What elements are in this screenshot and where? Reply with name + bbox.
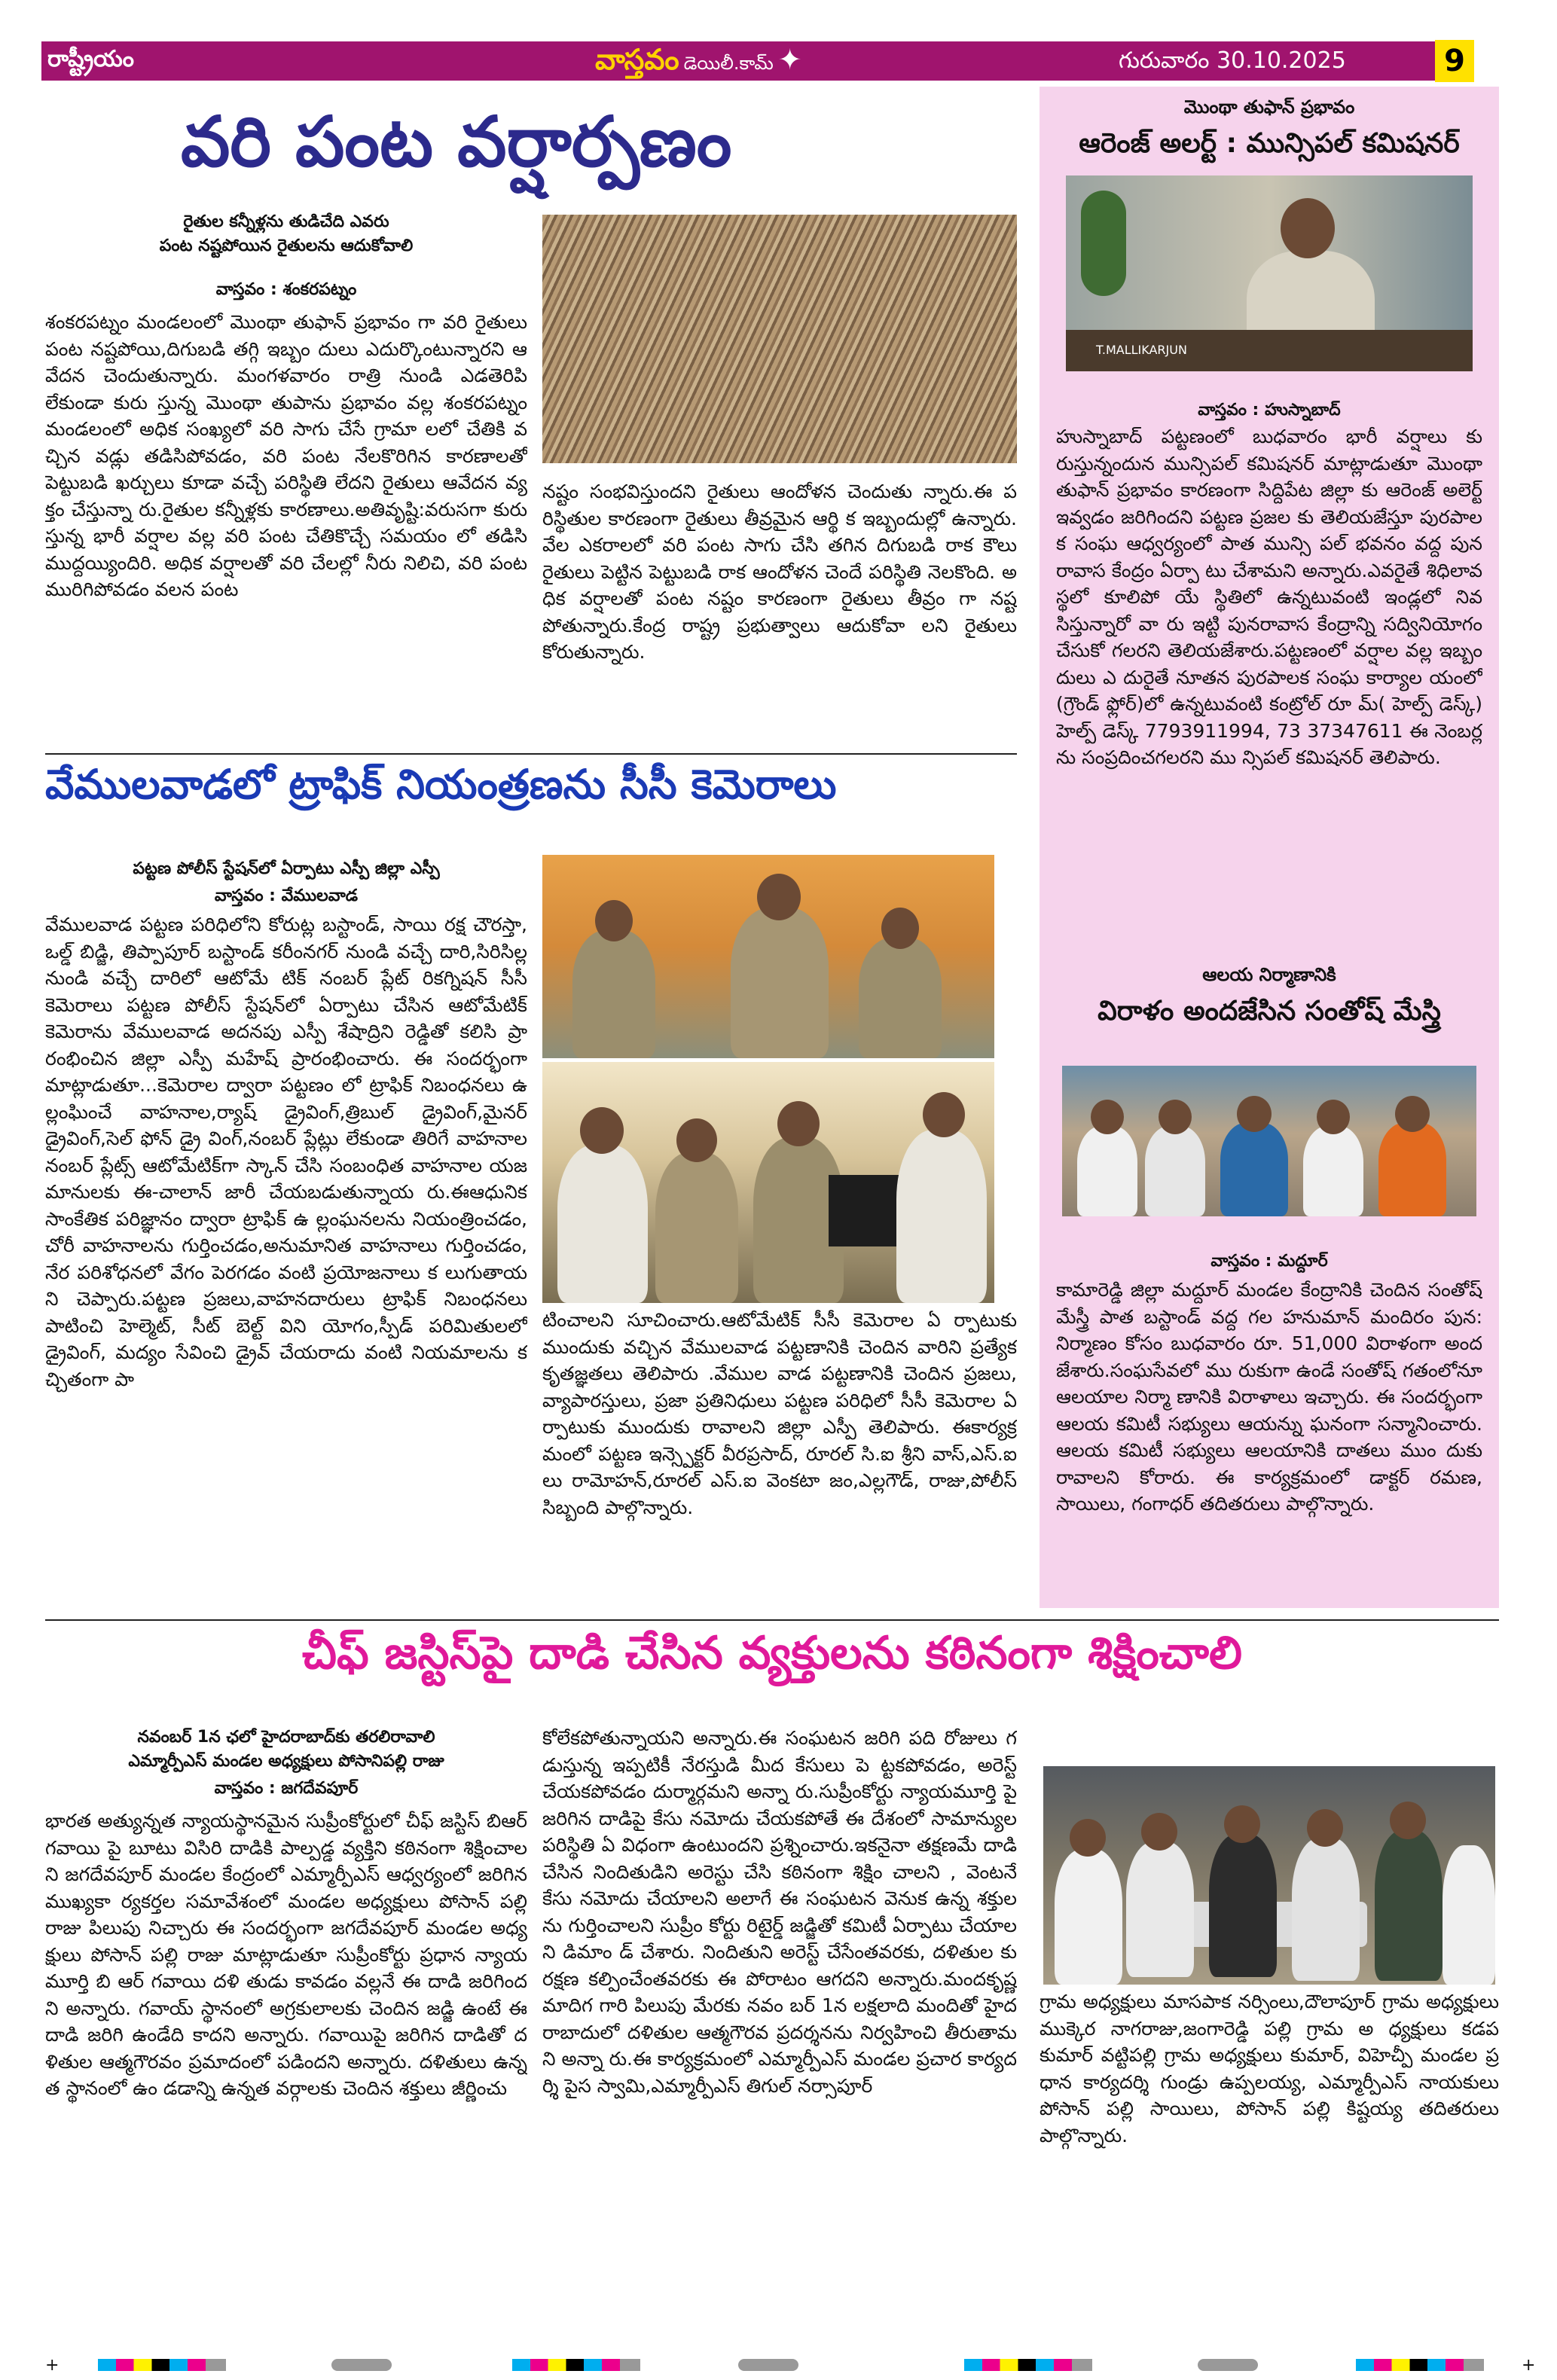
member-head (1307, 1809, 1343, 1847)
member-head (1224, 1805, 1260, 1843)
article1-body-col1: శంకరపట్నం మండలంలో మొంథా తుఫాన్ ప్రభావం గా వరి రైతులు పంట నష్టపోయి,దిగుబడి తగ్గి ఇబ్బం దులు ఎదుర్కొంటున్నారని ఆవేదన చెందుతున్నారు. మంగళవారం రాత్రి నుండి ఎడతెరిపి లేకుండా కురు స్తున్న మొంథా తుపాను ప్రభావం వల్ల శంకరపట్నం మండలంలో అధిక సంఖ్యలో వరి సాగు చేసే గ్రామా లలో చేతికి వచ్చిన వడ్లు తడిసిపోవడం, వరి పంట నేలకొరిగిన కారణాలతో పెట్టుబడి ఖర్చులు కూడా వచ్చే పరిస్థితి లేదని రైతులు ఆవేదన వ్యక్తం చేస్తున్నా రు.రైతుల కన్నీళ్లకు కారణాలు.అతివృష్టి:వరుసగా కురు స్తున్న భారీ వర్షాల వల్ల వరి పంట చేతికొచ్చే సమయం లో తడిసి ముద్దయ్యిందిరి. అధిక వర్షాలతో వరి చేలల్లో నీరు నిలిచి, వరి పంట మురిగిపోవడం వలన పంట (45, 311, 527, 600)
officer-figure (655, 1152, 738, 1303)
article2-body-col1: వేములవాడ పట్టణ పరిధిలోని కోరుట్ల బస్టాండ్, సాయి రక్ష చౌరస్తా,ఒల్డ్ బిడ్జి, తిప్పాపూర్ బస్టాండ్ కరీంనగర్ నుండి వచ్చే దారి,సిరిసిల్ల నుండి వచ్చే దారిలో ఆటోమే టిక్ నంబర్ ప్లేట్ రికగ్నిషన్ సీసీ కెమెరాలు పట్టణ పోలీస్ స్టేషన్‌లో ఏర్పాటు చేసిన ఆటోమేటిక్ కెమెరాను వేములవాడ అదనపు ఎస్పీ శేషాద్రిని రెడ్డితో కలిసి ప్రా రంభించిన జిల్లా ఎస్పీ మహేష్ ప్రారంభించారు. ఈ సందర్భంగా మాట్లాడుతూ...కెమెరాల ద్వారా పట్టణం లో ట్రాఫిక్ నిబంధనలు ఉల్లంఘించే వాహనాల,ర్యాష్ డ్రైవింగ్,త్రిబుల్ డ్రైవింగ్,మైనర్ డ్రైవింగ్,సెల్ ఫోన్ డ్రై వింగ్,నంబర్ ప్లేట్లు లేకుండా తిరిగే వాహనాల నంబర్ ప్లేట్స్ ఆటోమేటిక్‌గా స్కాన్ చేసి సంబంధిత వాహనాల యజమానులకు ఈ-చాలాన్ జారీ చేయబడుతున్నాయ రు.ఈఆధునిక సాంకేతిక పరిజ్ఞానం ద్వారా ట్రాఫిక్ ఉ ల్లంఘనలను నియంత్రించడం,చోరీ వాహనాలను గుర్తించడం,అనుమానిత వాహనాలు గుర్తించడం,నేర పరిశోధనలో వేగం పెరగడం వంటి ప్రయోజనాలు క లుగుతాయని చెప్పారు.పట్టణ ప్రజలు,వాహనదారులు ట్రాఫిక్ నిబంధనలు పాటించి హెల్మెట్, సీట్ బెల్ట్ విని యోగం,స్పీడ్ పరిమితులలో డ్రైవింగ్, మద్యం సేవించి డ్రైవ్ చేయరాదు వంటి నియమాలను కచ్చితంగా పా (45, 914, 527, 1390)
officer-figure (557, 1145, 648, 1303)
member-head (1070, 1819, 1106, 1857)
article1-kicker-1: రైతుల కన్నీళ్లను తుడిచేది ఎవరు (183, 212, 389, 231)
article3-meeting-photo (1043, 1766, 1495, 1985)
attendee-figure (1077, 1126, 1137, 1216)
attendee-head (1159, 1100, 1192, 1134)
sidebar2-dateline: వాస్తవం : మద్దూర్ (1210, 1252, 1328, 1271)
attendee-figure (1378, 1122, 1446, 1216)
plant-decoration (1081, 191, 1126, 296)
officer-figure (572, 930, 655, 1058)
color-bar (1198, 2359, 1258, 2371)
officer-head (676, 1118, 717, 1162)
color-bar (1356, 2359, 1484, 2371)
article3-kicker-1: నవంబర్ 1న ఛలో హైదరాబాద్‌కు తరలిరావాలి (137, 1728, 435, 1747)
officer-head (757, 874, 801, 920)
article1-crop-photo (542, 215, 1017, 463)
attendee-figure (1303, 1126, 1363, 1216)
officer-figure (731, 908, 829, 1058)
member-figure (1375, 1830, 1443, 1981)
officer-head (777, 1101, 820, 1146)
article3-dateline: వాస్తవం : జగదేవపూర్ (214, 1779, 359, 1798)
attendee-head (1395, 1096, 1430, 1132)
issue-date: గురువారం 30.10.2025 (1119, 47, 1346, 74)
section-label: రాష్ట్రీయం (47, 46, 134, 72)
member-head (1390, 1802, 1426, 1839)
officer-figure (859, 938, 942, 1058)
attendee-head (1317, 1100, 1350, 1134)
article3-body-col1: భారత అత్యున్నత న్యాయస్థానమైన సుప్రీంకోర్టులో చీఫ్ జస్టిస్ బిఆర్ గవాయి పై బూటు విసిరి దాడికి పాల్పడ్డ వ్యక్తిని కఠినంగా శిక్షించాలని జగదేవపూర్ మండల కేంద్రంలో ఎమ్మార్పీఎస్ ఆధ్వర్యంలో జరిగిన ముఖ్యకా ర్యకర్తల సమావేశంలో మండల అధ్యక్షులు పోసాన్ పల్లి రాజు పిలుపు నిచ్చారు ఈ సందర్భంగా జగదేవపూర్ మండల అధ్యక్షులు పోసాన్ పల్లి రాజు మాట్లాడుతూ సుప్రీంకోర్టు ప్రధాన న్యాయమూర్తి బి ఆర్ గవాయి దళి తుడు కావడం వల్లనే ఈ దాడి జరిగిందని అన్నారు. గవాయ్ స్థానంలో అగ్రకులాలకు చెందిన జడ్జి ఉంటే ఈ దాడి జరిగి ఉండేది కాదని అన్నారు. గవాయిపై జరిగిన దాడితో దళితుల ఆత్మగౌరవం ప్రమాదంలో పడిందని అన్నారు. దళితులు ఉన్నత స్థానంలో ఉం డడాన్ని ఉన్నత వర్గాలకు చెందిన శక్తులు జీర్ణించు (45, 1810, 527, 2099)
sidebar1-commissioner-photo (1066, 175, 1473, 371)
registration-mark: + (45, 2356, 60, 2375)
brand-name: వాస్తవం (595, 43, 679, 76)
officer-head (595, 900, 633, 941)
officer-head (923, 1092, 965, 1137)
sidebar1-body: హుస్నాబాద్ పట్టణంలో బుధవారం భారీ వర్షాలు కు రుస్తున్నందున మున్సిపల్ కమిషనర్ మాట్లాడుతూ మొంథా తుఫాన్ ప్రభావం కారణంగా సిద్దిపేట జిల్లా కు ఆరెంజ్ అలెర్ట్ ఇవ్వడం జరిగిందని పట్టణ ప్రజల కు తెలియజేస్తూ పురపాలక సంఘ ఆధ్వర్యంలో పాత మున్సి పల్ భవనం వద్ద పునరావాస కేంద్రం ఏర్పా టు చేశామని అన్నారు.ఎవరైతే శిధిలావస్థలో కూలిపో యే స్థితిలో ఉన్నటువంటి ఇండ్లలో నివసిస్తున్నారో వా రు ఇట్టి పునరావాస కేంద్రాన్ని సద్వినియోగం చేసుకో గలరని తెలియజేశారు.పట్టణంలో వర్షాల వల్ల ఇబ్బం దులు ఎ దురైతే నూతన పురపాలక సంఘ కార్యాల యంలో (గ్రౌండ్ ఫ్లోర్)లో ఉన్నటువంటి కంట్రోల్ రూ మ్( హెల్ప్ డెస్క్) హెల్ప్ డెస్క్ 7793911994, 73 37347611 ఈ నెంబర్లను సంప్రదించగలరని ము న్సిపల్ కమిషనర్ తెలిపారు. (1056, 426, 1482, 768)
officer-head (881, 908, 919, 949)
article3-body-col2: కోలేకపోతున్నాయని అన్నారు.ఈ సంఘటన జరిగి పది రోజులు గడుస్తున్న ఇప్పటికీ నేరస్తుడి మీద కేసులు పె ట్టకపోవడం, అరెస్ట్ చేయకపోవడం దుర్మార్గమని అన్నా రు.సుప్రీంకోర్టు న్యాయమూర్తి పై జరిగిన దాడిపై కేసు నమోదు చేయకపోతే ఈ దేశంలో సామాన్యుల పరిస్థితి ఏ విధంగా ఉంటుందని ప్రశ్నించారు.ఇకనైనా తక్షణమే దాడి చేసిన నిందితుడిని అరెస్టు చేసి కఠినంగా శిక్షిం చాలని , వెంటనే కేసు నమోదు చేయాలని అలాగే ఈ సంఘటన వెనుక ఉన్న శక్తులను గుర్తించాలని సుప్రీం కోర్టు రిటైర్డ్ జడ్జితో కమిటీ ఏర్పాటు చేయాలని డిమాం డ్ చేశారు. నిందితుని అరెస్ట్ చేసేంతవరకు, దళితుల కు రక్షణ కల్పించేంతవరకు ఈ పోరాటం ఆగదని అన్నారు.మందకృష్ణ మాదిగ గారి పిలుపు మేరకు నవం బర్ 1న లక్షలాది మందితో హైదరాబాదులో దళితుల ఆత్మగౌరవ ప్రదర్శనను నిర్వహించి తీరుతామని అన్నా రు.ఈ కార్యక్రమంలో ఎమ్మార్పీఎస్ మండల ప్రచార కార్యదర్శి పైస స్వామి,ఎమ్మార్పీఎస్ తిగుల్ నర్సాపూర్ (542, 1727, 1017, 2097)
member-figure (1055, 1849, 1122, 1985)
member-figure (1443, 1845, 1495, 1985)
article2-photo-press (542, 855, 994, 1058)
attendee-head (1091, 1100, 1124, 1134)
sidebar1-headline: ఆరెంజ్ అలర్ట్ : మున్సిపల్ కమిషనర్ (1079, 128, 1460, 159)
sidebar1-dateline: వాస్తవం : హుస్నాబాద్ (1198, 401, 1341, 420)
divider-rule (45, 1619, 1499, 1621)
photo-caption: T.MALLIKARJUN (1096, 343, 1187, 357)
sidebar1-kicker: మొంథా తుఫాన్ ప్రభావం (1183, 96, 1355, 117)
attendee-head (1237, 1096, 1272, 1132)
color-bar (964, 2359, 1092, 2371)
article1-headline: వరి పంట వర్షార్పణం (181, 102, 732, 182)
sidebar2-kicker: ఆలయ నిర్మాణానికి (1202, 964, 1336, 985)
page-number: 9 (1435, 40, 1474, 82)
sidebar2-headline: విరాళం అందజేసిన సంతోష్ మేస్త్రి (1098, 996, 1441, 1027)
bird-icon: ✦ (777, 43, 802, 76)
registration-mark: + (1522, 2356, 1536, 2375)
color-bar (738, 2359, 798, 2371)
newspaper-brand (595, 43, 802, 84)
member-figure (1292, 1838, 1360, 1981)
article2-headline: వేములవాడలో ట్రాఫిక్ నియంత్రణను సీసీ కెమెరాలు (45, 761, 837, 808)
article3-kicker-2: ఎమ్మార్పీఎస్ మండల అధ్యక్షులు పోసానిపల్లి రాజు (128, 1752, 444, 1771)
article3-headline: చీఫ్ జస్టిస్‌పై దాడి చేసిన వ్యక్తులను కఠినంగా శిక్షించాలి (302, 1627, 1242, 1680)
attendee-figure (1220, 1122, 1288, 1216)
article2-photo-inauguration (542, 1062, 994, 1303)
member-figure (1126, 1841, 1194, 1977)
color-bar (98, 2359, 226, 2371)
article1-dateline: వాస్తవం : శంకరపట్నం (215, 280, 357, 299)
attendee-figure (1145, 1126, 1205, 1216)
brand-suffix: డెయిలీ.కామ్ (683, 53, 774, 74)
sidebar-panel (1040, 87, 1499, 1608)
page-masthead (41, 41, 1473, 81)
member-head (1141, 1813, 1177, 1851)
article3-body-col3: గ్రామ అధ్యక్షులు మాసపాక నర్సింలు,దౌలాపూర్ గ్రామ అధ్యక్షులు ముక్కెర నాగరాజు,జంగారెడ్డి పల్లి గ్రామ అ ధ్యక్షులు కడప కుమార్ వట్టిపల్లి గ్రామ అధ్యక్షులు కుమార్, విహెచ్పీ మండల ప్రధాన కార్యదర్శి గుండ్రు ఉప్పలయ్య, ఎమ్మార్పీఎస్ నాయకులు పోసాన్ పల్లి సాయిలు, పోసాన్ పల్లి కిష్టయ్య తదితరులు పాల్గొన్నారు. (1040, 1991, 1499, 2147)
commissioner-head (1281, 198, 1335, 258)
color-bar (512, 2359, 640, 2371)
officer-figure (896, 1130, 987, 1303)
article1-kicker-2: పంట నష్టపోయిన రైతులను ఆదుకోవాలి (159, 236, 414, 255)
article1-body-col2: నష్టం సంభవిస్తుందని రైతులు ఆందోళన చెందుతు న్నారు.ఈ పరిస్థితుల కారణంగా రైతులు తీవ్రమైన ఆర్థి క ఇబ్బందుల్లో ఉన్నారు. వేల ఎకరాలలో వరి పంట సాగు చేసి తగిన దిగుబడి రాక కౌలు రైతులు పెట్టిన పెట్టుబడి రాక ఆందోళన చెందే పరిస్థితి నెలకొంది. అధిక వర్షాలతో పంట నష్టం కారణంగా రైతులు తీవ్రం గా నష్టపోతున్నారు.కేంద్ర రాష్ట్ర ప్రభుత్వాలు ఆదుకోవా లని రైతులు కోరుతున్నారు. (542, 481, 1017, 663)
sidebar2-body: కామారెడ్డి జిల్లా మద్దూర్ మండల కేంద్రానికి చెందిన సంతోష్ మేస్త్రీ పాత బస్టాండ్ వద్ద గల హనుమాన్ మందిరం పున: నిర్మాణం కోసం బుధవారం రూ. 51,000 విరాళంగా అందజేశారు.సంఘసేవలో ము రుకుగా ఉండే సంతోష్ గతంలోనూ ఆలయాల నిర్మా ణానికి విరాళాలు ఇచ్చారు. ఈ సందర్భంగా ఆలయ కమిటీ సభ్యులు ఆయన్ను ఘనంగా సన్మానించారు. ఆలయ కమిటీ సభ్యులు ఆలయానికి దాతలు ముం దుకు రావాలని కోరారు. ఈ కార్యక్రమంలో డాక్టర్ రమణ, సాయిలు, గంగాధర్ తదితరులు పాల్గొన్నారు. (1056, 1279, 1482, 1515)
article2-dateline: వాస్తవం : వేములవాడ (214, 886, 359, 905)
sidebar2-donation-photo (1062, 1066, 1476, 1216)
officer-head (580, 1107, 624, 1154)
article2-body-col2: టించాలని సూచించారు.ఆటోమేటిక్ సీసీ కెమెరాల ఏ ర్పాటుకు ముందుకు వచ్చిన వేములవాడ పట్టణానికి చెందిన వారిని ప్రత్యేక కృతజ్ఞతలు తెలిపారు .వేముల వాడ పట్టణానికి చెందిన ప్రజలు, వ్యాపారస్తులు, ప్రజా ప్రతినిధులు పట్టణ పరిధిలో సీసీ కెమెరాల ఏర్పాటుకు ముందుకు రావాలని జిల్లా ఎస్పీ తెలిపారు. ఈకార్యక్ర మంలో పట్టణ ఇన్స్పెక్టర్ వీరప్రసాద్, రూరల్ సి.ఐ శ్రీని వాస్,ఎస్.ఐలు రామోహన్,రూరల్ ఎస్.ఐ వెంకటా జం,ఎల్లగౌడ్, రాజు,పోలీస్ సిబ్బంది పాల్గొన్నారు. (542, 1309, 1017, 1518)
article2-kicker: పట్టణ పోలీస్ స్టేషన్‌లో ఏర్పాటు ఎస్పీ జిల్లా ఎస్పీ (133, 859, 440, 878)
color-bar (331, 2359, 392, 2371)
divider-rule (45, 753, 1017, 755)
member-figure (1209, 1834, 1277, 1977)
